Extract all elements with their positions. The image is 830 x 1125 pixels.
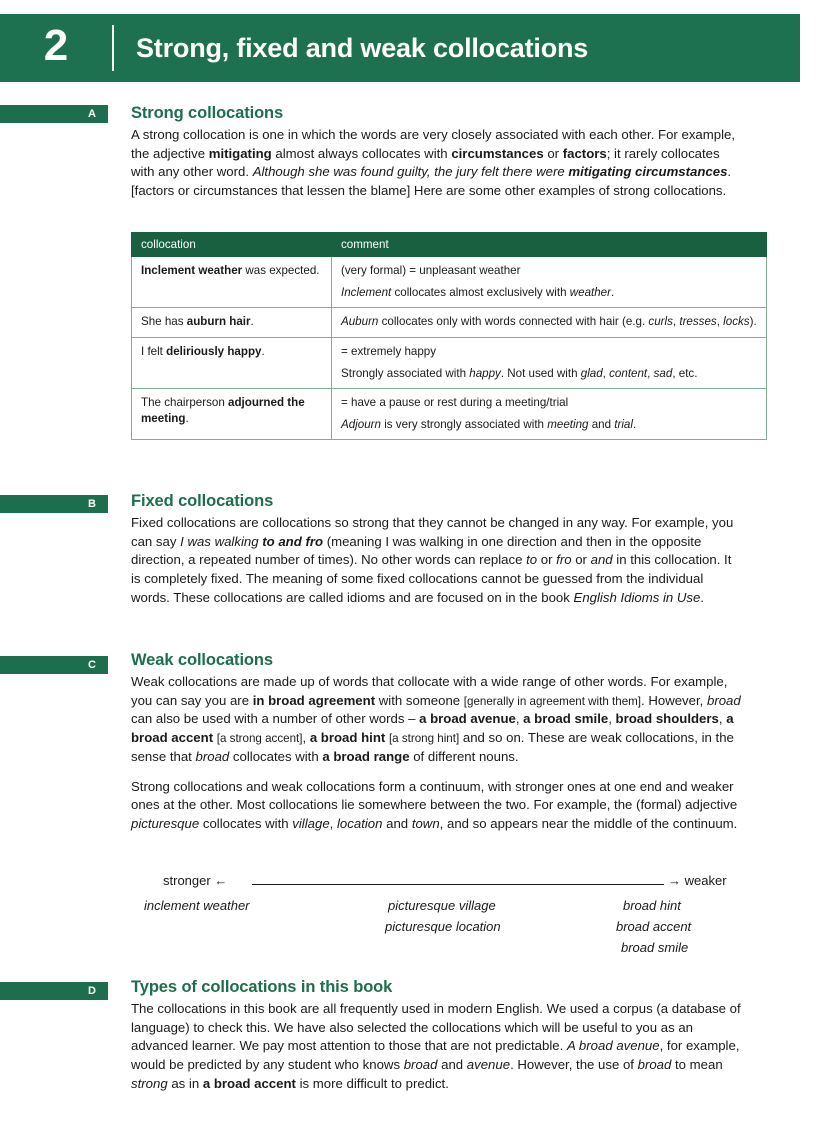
continuum-left-item-0: inclement weather <box>144 898 250 913</box>
section-d-title: Types of collocations in this book <box>131 978 393 996</box>
table-cell-comment: Auburn collocates only with words connected with hair (e.g. curls, tresses, locks). <box>332 308 767 338</box>
section-b-title: Fixed collocations <box>131 492 274 510</box>
continuum-left-label <box>163 873 227 888</box>
section-b <box>131 492 744 608</box>
table-cell-comment: = have a pause or rest during a meeting/trial Adjourn is very strongly associated with meeting and trial. <box>332 389 767 440</box>
table-header-collocation: collocation <box>132 233 332 257</box>
continuum-diagram <box>131 873 744 963</box>
table-cell-comment: (very formal) = unpleasant weather Inclement collocates almost exclusively with weather. <box>332 257 767 308</box>
table-row <box>132 389 767 440</box>
table-cell-collocation: The chairperson adjourned the meeting. <box>132 389 332 440</box>
table-header-row <box>132 233 767 257</box>
table-cell-collocation: She has auburn hair. <box>132 308 332 338</box>
table-cell-collocation: I felt deliriously happy. <box>132 337 332 388</box>
arrow-right-icon: → <box>668 873 681 888</box>
continuum-stronger-text: stronger <box>163 873 211 888</box>
table-body <box>132 257 767 440</box>
continuum-right-item-0: broad hint <box>623 898 681 913</box>
section-a-title: Strong collocations <box>131 104 284 122</box>
section-c <box>131 651 744 834</box>
continuum-right-item-2: broad smile <box>621 940 689 955</box>
section-d <box>131 978 744 1094</box>
section-c-title: Weak collocations <box>131 651 273 669</box>
section-tab-d: D <box>0 982 108 1000</box>
unit-header <box>0 14 800 82</box>
table-row <box>132 257 767 308</box>
page-bottom-edge <box>0 1117 830 1125</box>
table-row <box>132 308 767 338</box>
continuum-middle-item-0: picturesque village <box>388 898 496 913</box>
continuum-right-label <box>668 873 727 888</box>
section-a-paragraph: A strong collocation is one in which the words are very closely associated with each other. For example, the adjective mitigating almost always collocates with circumstances or factors; it rarely collocates with any other word. Although she was found guilty, the jury felt there were mitigating circumstances. [factors or circumstances that lessen the blame] Here are some other examples of strong collocations. <box>131 127 735 199</box>
section-d-paragraph: The collocations in this book are all frequently used in modern English. We used a corpus (a database of language) to check this. We have also selected the collocations which will be useful to you as an advanced learner. We pay most attention to those that are not predictable. A broad avenue, for example, would be predicted by any student who knows broad and avenue. However, the use of broad to mean strong as in a broad accent is more difficult to predict. <box>131 1001 741 1091</box>
header-divider <box>112 25 114 71</box>
section-tab-c: C <box>0 656 108 674</box>
table-row <box>132 337 767 388</box>
section-b-paragraph: Fixed collocations are collocations so strong that they cannot be changed in any way. For example, you can say I was walking to and fro (meaning I was walking in one direction and then in the opposite direction, a repeated number of times). No other words can replace to or fro or and in this collocation. It is completely fixed. The meaning of some fixed collocations cannot be guessed from the individual words. These collocations are called idioms and are focused on in the book English Idioms in Use. <box>131 515 734 605</box>
continuum-line <box>252 884 664 885</box>
continuum-examples <box>131 898 744 966</box>
table-cell-comment: = extremely happy Strongly associated with happy. Not used with glad, content, sad, etc. <box>332 337 767 388</box>
section-c-paragraph-2: Strong collocations and weak collocations form a continuum, with stronger ones at one end and weaker ones at the other. Most collocations lie somewhere between the two. For example, the (formal) adjective picturesque collocates with village, location and town, and so appears near the middle of the continuum. <box>131 778 738 832</box>
section-a <box>131 104 744 201</box>
continuum-middle-item-1: picturesque location <box>385 919 501 934</box>
table-header-comment: comment <box>332 233 767 257</box>
arrow-left-icon: ← <box>214 873 228 888</box>
unit-number: 2 <box>43 21 69 70</box>
continuum-right-item-1: broad accent <box>616 919 692 934</box>
continuum-weaker-text: weaker <box>684 873 727 888</box>
section-tab-a: A <box>0 105 108 123</box>
page-title: Strong, fixed and weak collocations <box>136 32 589 63</box>
section-c-paragraph-1: Weak collocations are made up of words that collocate with a wide range of other words. For example, you can say you are in broad agreement with someone [generally in agreement with them]. However, broad can also be used with a number of other words – a broad avenue, a broad smile, broad shoulders, a broad accent [a strong accent], a broad hint [a strong hint] and so on. These are weak collocations, in the sense that broad collocates with a broad range of different nouns. <box>131 674 741 764</box>
table-cell-collocation: Inclement weather was expected. <box>132 257 332 308</box>
section-tab-b: B <box>0 495 108 513</box>
collocations-table <box>131 232 767 440</box>
continuum-axis <box>131 873 744 895</box>
